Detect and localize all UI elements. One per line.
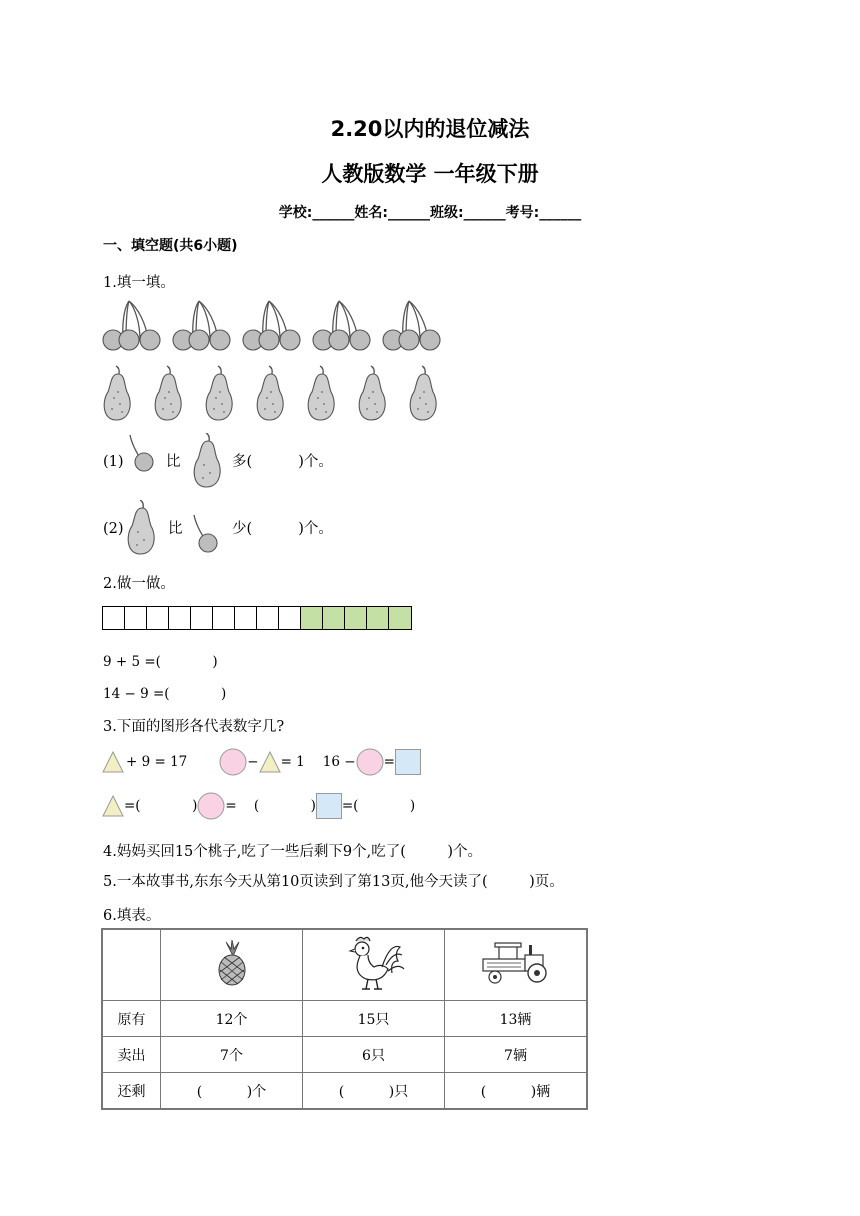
q3-eq-c-head: 16 − [322, 754, 356, 770]
q3-answer-square[interactable]: =( ) [341, 798, 416, 814]
question-6-text: 6.填表。 [103, 908, 161, 924]
table-answer-cell[interactable]: ( )只 [303, 1073, 445, 1110]
table-row-label: 卖出 [102, 1037, 161, 1073]
grid-cell [191, 607, 213, 629]
table-header-rooster [303, 929, 445, 1001]
cherry-row [102, 298, 447, 358]
table-header-pineapple [161, 929, 303, 1001]
q2-equation-2[interactable]: 14 − 9 =( ) [103, 686, 227, 702]
table-cell: 6只 [303, 1037, 445, 1073]
q3-eq-c-eq: = [383, 754, 395, 770]
q3-answer-triangle[interactable]: =( ) [124, 798, 198, 814]
circle-icon [197, 792, 225, 820]
cherries-icon [102, 298, 447, 354]
page-subtitle: 人教版数学 一年级下册 [321, 162, 539, 186]
q3-eq-a: + 9 = 17 [126, 754, 188, 770]
grid-cell [169, 607, 191, 629]
grid-cell [103, 607, 125, 629]
triangle-icon [102, 795, 124, 817]
q3-answers-row [102, 792, 415, 820]
grid-cell [213, 607, 235, 629]
square-icon [395, 749, 421, 775]
table-answer-cell[interactable]: ( )辆 [445, 1073, 588, 1110]
pear-icon [190, 433, 226, 489]
table-cell: 7个 [161, 1037, 303, 1073]
circle-icon [219, 748, 247, 776]
grid-cell-green [301, 607, 323, 629]
table-header-tractor [445, 929, 588, 1001]
rooster-icon [342, 933, 406, 993]
pear-row [100, 364, 445, 428]
circle-icon [356, 748, 384, 776]
grid-cell-green [367, 607, 389, 629]
grid-cell-green [389, 607, 411, 629]
table-cell: 12个 [161, 1001, 303, 1037]
grid-cell [125, 607, 147, 629]
q3-eq-b-tail: = 1 [280, 754, 305, 770]
q3-eq-b-minus: − [247, 754, 259, 770]
table-answer-cell[interactable]: ( )个 [161, 1073, 303, 1110]
q1-part1-bi: 比 [166, 454, 181, 470]
grid-cell [279, 607, 301, 629]
question-3-text: 3.下面的图形各代表数字几? [103, 719, 285, 735]
table-cell: 7辆 [445, 1037, 588, 1073]
cherry-icon [190, 513, 222, 555]
q1-part2-answer[interactable]: 少( )个。 [232, 521, 333, 537]
q2-equation-1[interactable]: 9 + 5 =( ) [103, 654, 218, 670]
table-row-label: 原有 [102, 1001, 161, 1037]
grid-cell-green [323, 607, 345, 629]
question-5-text[interactable]: 5.一本故事书,东东今天从第10页读到了第13页,他今天读了( )页。 [103, 874, 564, 890]
table-row-label: 还剩 [102, 1073, 161, 1110]
triangle-icon [102, 751, 124, 773]
pear-icon [124, 500, 160, 556]
question-1-text: 1.填一填。 [103, 275, 175, 291]
counting-grid [102, 606, 412, 630]
pears-icon [100, 364, 445, 424]
q1-part2-number: (2) [103, 521, 124, 537]
grid-cell-green [345, 607, 367, 629]
page-title: 2.20以内的退位减法 [330, 117, 530, 141]
question-2-text: 2.做一做。 [103, 576, 175, 592]
grid-cell [147, 607, 169, 629]
table-corner-cell [102, 929, 161, 1001]
q3-answer-circle[interactable]: = ( ) [225, 798, 316, 814]
q1-part1-number: (1) [103, 454, 124, 470]
q1-part1-answer[interactable]: 多( )个。 [232, 454, 333, 470]
table-cell: 15只 [303, 1001, 445, 1037]
triangle-icon [259, 751, 281, 773]
square-icon [316, 793, 342, 819]
table-cell: 13辆 [445, 1001, 588, 1037]
student-info-line: 学校:______姓名:______班级:______考号:______ [278, 205, 582, 221]
q3-equations-row [102, 748, 421, 776]
question-4-text[interactable]: 4.妈妈买回15个桃子,吃了一些后剩下9个,吃了( )个。 [103, 844, 483, 860]
grid-cell [235, 607, 257, 629]
section-title: 一、填空题(共6小题) [103, 238, 238, 254]
tractor-icon [481, 939, 551, 987]
grid-cell [257, 607, 279, 629]
fill-table [101, 928, 588, 1110]
cherry-icon [126, 433, 158, 473]
pineapple-icon [212, 940, 252, 986]
q1-part2-bi: 比 [168, 521, 183, 537]
